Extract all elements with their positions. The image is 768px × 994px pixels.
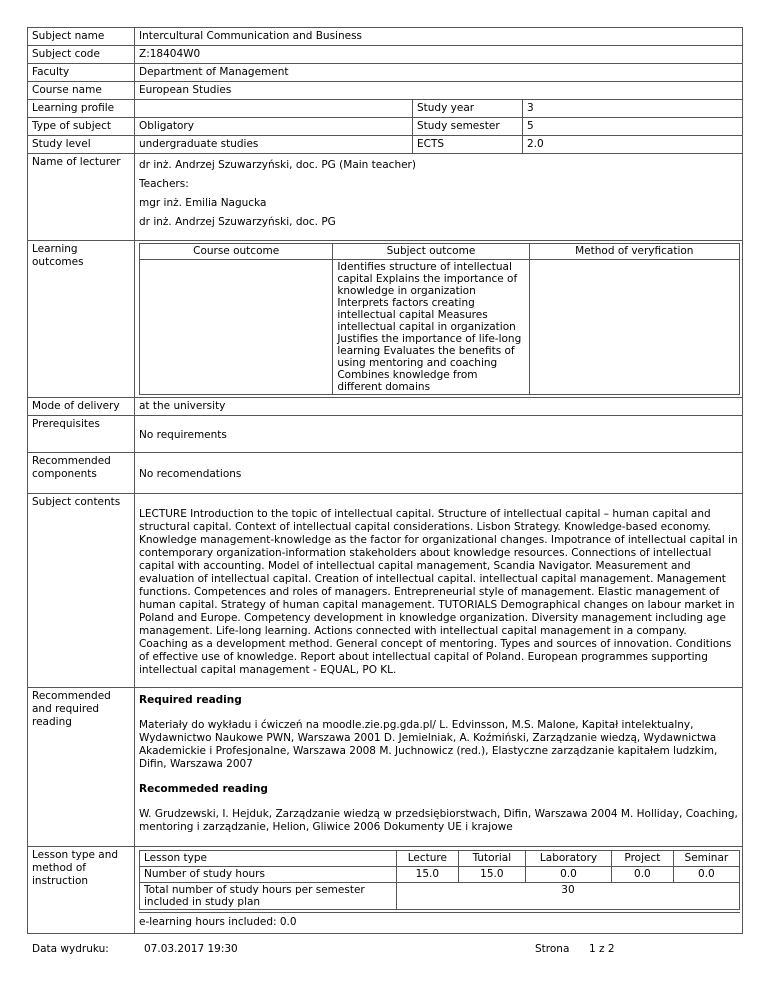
lesson-type: Laboratory (526, 851, 612, 867)
row-lecturer (28, 154, 743, 241)
page-number: 1 z 2 (589, 943, 615, 955)
value: European Studies (135, 82, 743, 100)
page-label: Strona (535, 943, 570, 955)
lesson-type: Seminar (673, 851, 739, 867)
label: Name of lecturer (28, 154, 135, 241)
study-hours: 0.0 (673, 867, 739, 883)
row-subject-contents (28, 494, 743, 688)
study-hours: 0.0 (526, 867, 612, 883)
row-subject-code (28, 46, 743, 64)
teacher: dr inż. Andrzej Szuwarzyński, doc. PG (139, 216, 336, 228)
label: Recommended components (28, 453, 135, 494)
total-hours: 30 (396, 883, 739, 910)
label: Study semester (413, 118, 523, 136)
main-teacher: dr inż. Andrzej Szuwarzyński, doc. PG (Main teacher) (139, 159, 416, 171)
total-hours-row (140, 883, 740, 910)
contents-text: LECTURE Introduction to the topic of intellectual capital. Structure of intellectual capital – human capital and structural capital. Context of intellectual capital considerations. Lisbon Strategy. Knowledge-based economy. Knowledge management-knowledge as the factor for organizational changes. Impotrance of intellectual capital in contemporary organization-information stakeholders about knowledge resources. Connections of intellectual capital with accounting. Model of intellectual capital management, Scandia Navigator. Measurement and evaluation of intellectual capital. Creation of intellectual capital. intellectual capital management. Management functions. Competences and roles of managers. Entrepreneurial style of management. Elastic management of human capital. Strategy of human capital management. TUTORIALS Demographical changes on labour market in Poland and Europe. Competency development in knowledge organization. Diversity management including age management. Life-long learning. Actions connected with intellectual capital management in a company. Coaching as a development method. General concept of mentoring. Types and sources of innovation. Conditions of effective use of knowledge. Report about intellectual capital of Poland. European programmes supporting intellectual capital management - EQUAL, PO KL. (135, 494, 743, 688)
label: Recommended and required reading (28, 688, 135, 847)
lecturer-cell (135, 154, 743, 241)
value: Department of Management (135, 64, 743, 82)
teachers-label: Teachers: (139, 178, 189, 190)
study-hours-row (140, 867, 740, 883)
outcomes-header (140, 244, 740, 260)
lessons-cell (135, 847, 743, 934)
print-date: 07.03.2017 19:30 (144, 943, 238, 955)
label: Prerequisites (28, 416, 135, 453)
syllabus-table (27, 27, 743, 934)
value: 5 (523, 118, 743, 136)
row-study-level (28, 136, 743, 154)
col-course-outcome: Course outcome (140, 244, 333, 260)
value: at the university (135, 398, 743, 416)
course-outcome (140, 260, 333, 395)
label: ECTS (413, 136, 523, 154)
value: 3 (523, 100, 743, 118)
value (135, 100, 413, 118)
label: Course name (28, 82, 135, 100)
label: Subject contents (28, 494, 135, 688)
recommended-reading-text: W. Grudzewski, I. Hejduk, Zarządzanie wiedzą w przedsiębiorstwach, Difin, Warszawa 2004 M. Holliday, Coaching, mentoring i zarządzanie, Helion, Gliwice 2006 Dokumenty UE i krajowe (139, 808, 738, 833)
value: 2.0 (523, 136, 743, 154)
label: Mode of delivery (28, 398, 135, 416)
row-learning-profile (28, 100, 743, 118)
value: Intercultural Communication and Business (135, 28, 743, 46)
required-reading-title: Required reading (139, 694, 242, 706)
label: Subject name (28, 28, 135, 46)
lessons-table (139, 850, 740, 910)
label: Faculty (28, 64, 135, 82)
label: Learning profile (28, 100, 135, 118)
label: Study year (413, 100, 523, 118)
reading-cell (135, 688, 743, 847)
subject-outcome: Identifies structure of intellectual capital Explains the importance of knowledge in organization Interprets factors creating intellectual capital Measures intellectual capital in organization Justifies the importance of life-long learning Evaluates the benefits of using mentoring and coaching Combines knowledge from different domains (333, 260, 529, 395)
value: No recomendations (135, 453, 743, 494)
label: Type of subject (28, 118, 135, 136)
lesson-type: Tutorial (458, 851, 525, 867)
lesson-type: Lecture (396, 851, 458, 867)
print-date-label: Data wydruku: (32, 943, 109, 955)
study-hours: 15.0 (396, 867, 458, 883)
outcomes-table (139, 243, 740, 395)
lesson-type-label: Lesson type (140, 851, 397, 867)
value: Z:18404W0 (135, 46, 743, 64)
outcomes-cell (135, 241, 743, 398)
row-prerequisites (28, 416, 743, 453)
row-learning-outcomes (28, 241, 743, 398)
required-reading-text: Materiały do wykładu i ćwiczeń na moodle.zie.pg.gda.pl/ L. Edvinsson, M.S. Malone, Kapitał intelektualny, Wydawnictwo Naukowe PWN, Warszawa 2001 D. Jemielniak, A. Koźmiński, Zarządzanie wiedzą, Wydawnictwa Akademickie i Profesjonalne, Warszawa 2008 M. Juchnowicz (red.), Elastyczne zarządzanie kapitałem ludzkim, Difin, Warszawa 2007 (139, 719, 718, 770)
col-subject-outcome: Subject outcome (333, 244, 529, 260)
label: Lesson type and method of instruction (28, 847, 135, 934)
lesson-type: Project (612, 851, 674, 867)
row-lessons (28, 847, 743, 934)
row-faculty (28, 64, 743, 82)
teacher: mgr inż. Emilia Nagucka (139, 197, 267, 209)
label: Subject code (28, 46, 135, 64)
study-hours: 0.0 (612, 867, 674, 883)
study-hours-label: Number of study hours (140, 867, 397, 883)
lesson-type-row (140, 851, 740, 867)
row-recommended-components (28, 453, 743, 494)
syllabus-page (27, 27, 742, 934)
row-mode-of-delivery (28, 398, 743, 416)
total-hours-label: Total number of study hours per semester included in study plan (140, 883, 397, 910)
method (529, 260, 739, 395)
value: No requirements (135, 416, 743, 453)
row-reading (28, 688, 743, 847)
value: undergraduate studies (135, 136, 413, 154)
col-method: Method of veryfication (529, 244, 739, 260)
row-type-of-subject (28, 118, 743, 136)
value: Obligatory (135, 118, 413, 136)
label: Learning outcomes (28, 241, 135, 398)
row-course-name (28, 82, 743, 100)
recommended-reading-title: Recommeded reading (139, 783, 268, 795)
label: Study level (28, 136, 135, 154)
study-hours: 15.0 (458, 867, 525, 883)
elearning-hours: e-learning hours included: 0.0 (139, 912, 740, 933)
row-subject-name (28, 28, 743, 46)
outcomes-row (140, 260, 740, 395)
